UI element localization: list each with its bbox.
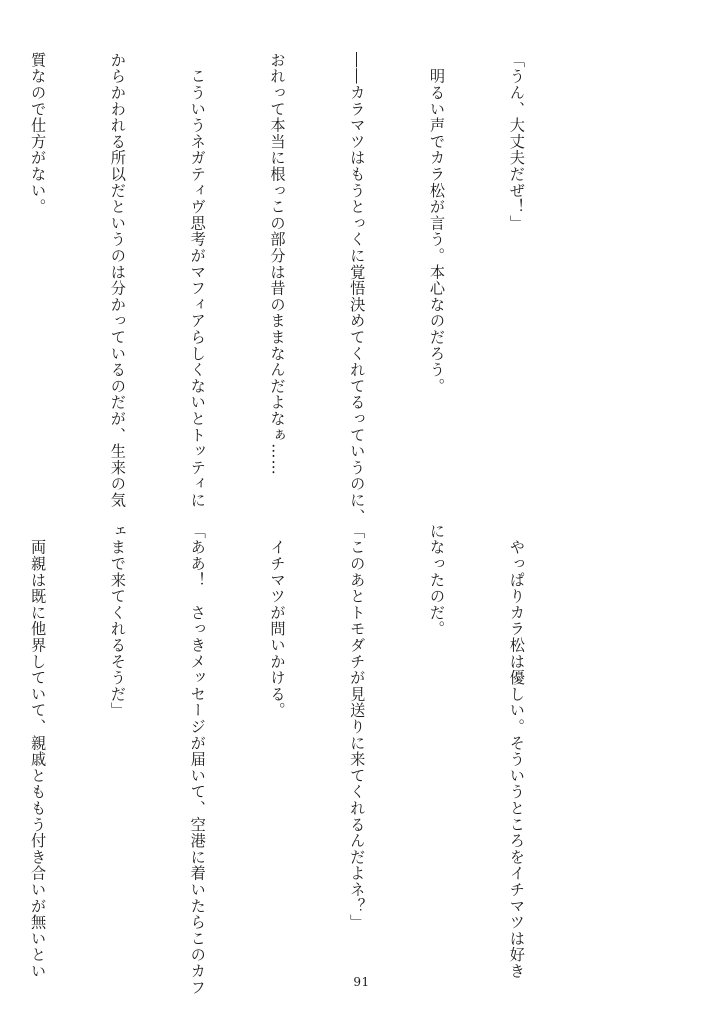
text-line: になったのだ。 bbox=[428, 523, 447, 638]
text-line: 両親は既に他界していて、親戚とももう付き合いが無いとい bbox=[29, 523, 48, 980]
text-line: 「ああ！ さっきメッセージが届いて、空港に着いたらこのカフ bbox=[188, 523, 207, 996]
text-line: 「このあとトモダチが見送りに来てくれるんだよネ？」 bbox=[348, 523, 367, 931]
text-block-top bbox=[0, 52, 583, 525]
text-line: ――カラマツはもうとっくに覚悟決めてくれてるっていうのに、 bbox=[348, 52, 367, 525]
page-number: 91 bbox=[353, 975, 370, 989]
text-line: こういうネガティヴ思考がマフィアらしくないとトッティに bbox=[188, 52, 207, 509]
text-line: 「うん、大丈夫だぜ！」 bbox=[507, 52, 526, 232]
text-line: おれって本当に根っこの部分は昔のままなんだよなぁ…… bbox=[268, 52, 287, 476]
text-line: ェまで来てくれるそうだ」 bbox=[108, 523, 127, 719]
text-line: やっぱりカラ松は優しい。そういうところをイチマツは好き bbox=[507, 523, 526, 980]
text-line: 質なので仕方がない。 bbox=[29, 52, 48, 215]
text-line: からかわれる所以だというのは分かっているのだが、生来の気 bbox=[108, 52, 127, 509]
text-line: 明るい声でカラ松が言う。本心なのだろう。 bbox=[428, 52, 447, 395]
text-line: イチマツが問いかける。 bbox=[268, 523, 287, 719]
